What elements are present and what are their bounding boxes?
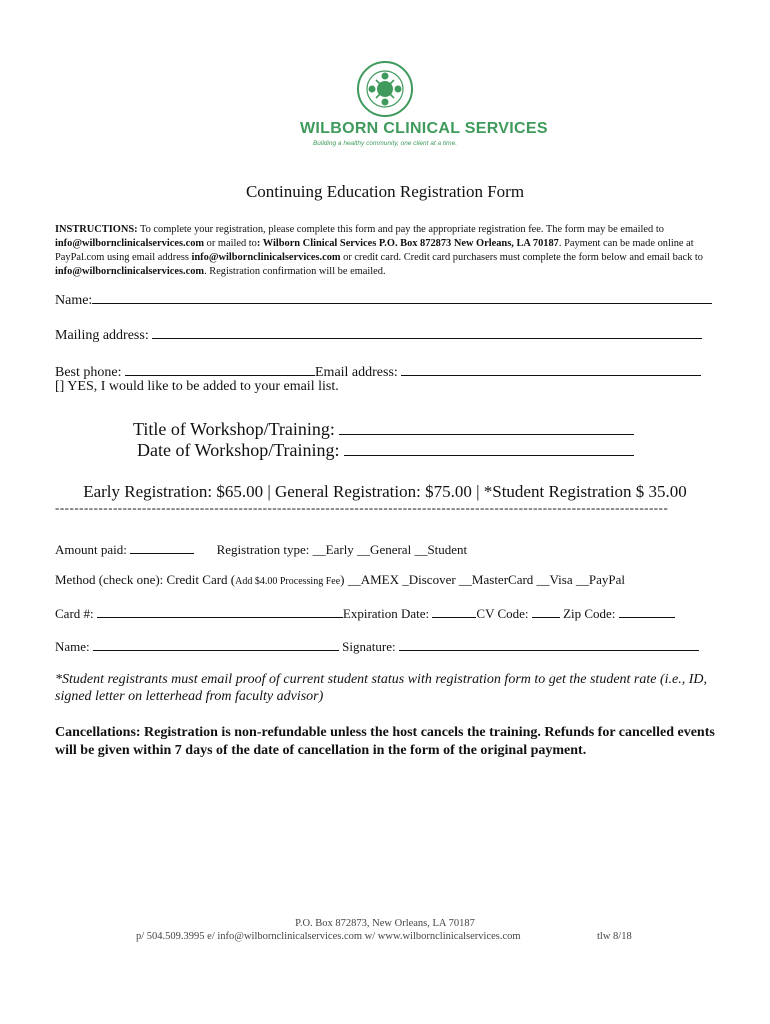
registration-type-options[interactable]: Registration type: __Early __General __Student	[216, 542, 468, 557]
footer-contact: p/ 504.509.3995 e/ info@wilbornclinicalservices.com w/ www.wilbornclinicalservices.com	[136, 931, 521, 942]
expiration-label: Expiration Date:	[342, 606, 430, 621]
card-type-options[interactable]: ) __AMEX _Discover __MasterCard __Visa __PayPal	[340, 572, 625, 587]
instructions-text-5: . Registration confirmation will be emailed.	[204, 266, 386, 277]
instructions-text-2: or mailed to	[204, 238, 257, 249]
footer-version: tlw 8/18	[597, 931, 632, 942]
email-link-3[interactable]: info@wilbornclinicalservices.com	[55, 266, 205, 277]
cv-label: CV Code:	[476, 606, 529, 621]
signature-row	[55, 637, 715, 655]
workshop-title-row	[133, 419, 634, 440]
signature-label: Signature:	[342, 639, 396, 654]
workshop-date-row	[137, 440, 634, 461]
cv-field[interactable]	[532, 604, 560, 618]
card-row	[55, 604, 715, 622]
amount-label: Amount paid:	[55, 542, 127, 557]
form-title: Continuing Education Registration Form	[245, 182, 525, 201]
email-label: Email address:	[315, 365, 398, 380]
cardholder-name-field[interactable]	[93, 637, 339, 651]
instructions-text-1: To complete your registration, please complete this form and pay the appropriate registration fee. The form may be emailed to	[137, 224, 664, 235]
registration-fees: Early Registration: $65.00 | General Registration: $75.00 | *Student Registration $ 35.00	[83, 482, 687, 501]
card-label: Card #:	[55, 606, 94, 621]
mailing-address: : Wilborn Clinical Services P.O. Box 872873 New Orleans, LA 70187	[256, 238, 559, 249]
amount-field[interactable]	[130, 540, 194, 554]
instructions-paragraph	[55, 223, 715, 279]
footer-address: P.O. Box 872873, New Orleans, LA 70187	[295, 918, 475, 929]
mailing-row	[55, 325, 715, 344]
phone-label: Best phone:	[55, 365, 122, 380]
card-number-field[interactable]	[97, 604, 343, 618]
method-label: Method (check one): Credit Card (	[55, 572, 236, 587]
zip-label: Zip Code:	[563, 606, 616, 621]
instructions-label: INSTRUCTIONS:	[55, 224, 138, 235]
cardholder-name-label: Name:	[55, 639, 90, 654]
email-link-1[interactable]: info@wilbornclinicalservices.com	[55, 238, 205, 249]
logo-emblem-icon	[356, 60, 414, 118]
student-note: *Student registrants must email proof of current student status with registration form to get the student rate (i.e., ID, signed letter on letterhead from faculty advisor)	[55, 672, 708, 704]
logo-company-name: WILBORN CLINICAL SERVICES	[300, 120, 548, 137]
logo-tagline: Building a healthy community, one client at a time.	[312, 140, 458, 147]
email-field[interactable]	[401, 362, 701, 376]
method-row	[55, 572, 715, 588]
cancellation-policy: Cancellations: Registration is non-refundable unless the host cancels the training. Refunds for cancelled events will be given within 7 days of the date of cancellation in the form of the original payment.	[55, 725, 715, 758]
workshop-date-field[interactable]	[344, 440, 634, 456]
name-field[interactable]	[92, 290, 712, 304]
name-label: Name:	[55, 293, 93, 308]
instructions-text-3: . Payment can be made online at PayPal.com using email address	[55, 238, 694, 263]
signature-field[interactable]	[399, 637, 699, 651]
mailing-address-field[interactable]	[152, 325, 702, 339]
email-optin-checkbox[interactable]: [] YES, I would like to be added to your email list.	[55, 379, 339, 394]
workshop-title-label: Title of Workshop/Training:	[133, 419, 335, 439]
amount-row	[55, 540, 715, 558]
processing-fee-note: Add $4.00 Processing Fee	[235, 576, 341, 587]
mailing-label: Mailing address:	[55, 328, 149, 343]
instructions-text-4: or credit card. Credit card purchasers must complete the form below and email back to	[340, 252, 703, 263]
expiration-field[interactable]	[432, 604, 476, 618]
workshop-date-label: Date of Workshop/Training:	[137, 440, 340, 460]
company-logo	[300, 60, 548, 155]
email-link-2[interactable]: info@wilbornclinicalservices.com	[191, 252, 341, 263]
separator-line: -------------------------------------------------------------------------------------------------------------------------------	[55, 500, 669, 515]
workshop-title-field[interactable]	[339, 419, 634, 435]
name-row	[55, 290, 715, 309]
phone-field[interactable]	[125, 362, 315, 376]
zip-field[interactable]	[619, 604, 675, 618]
